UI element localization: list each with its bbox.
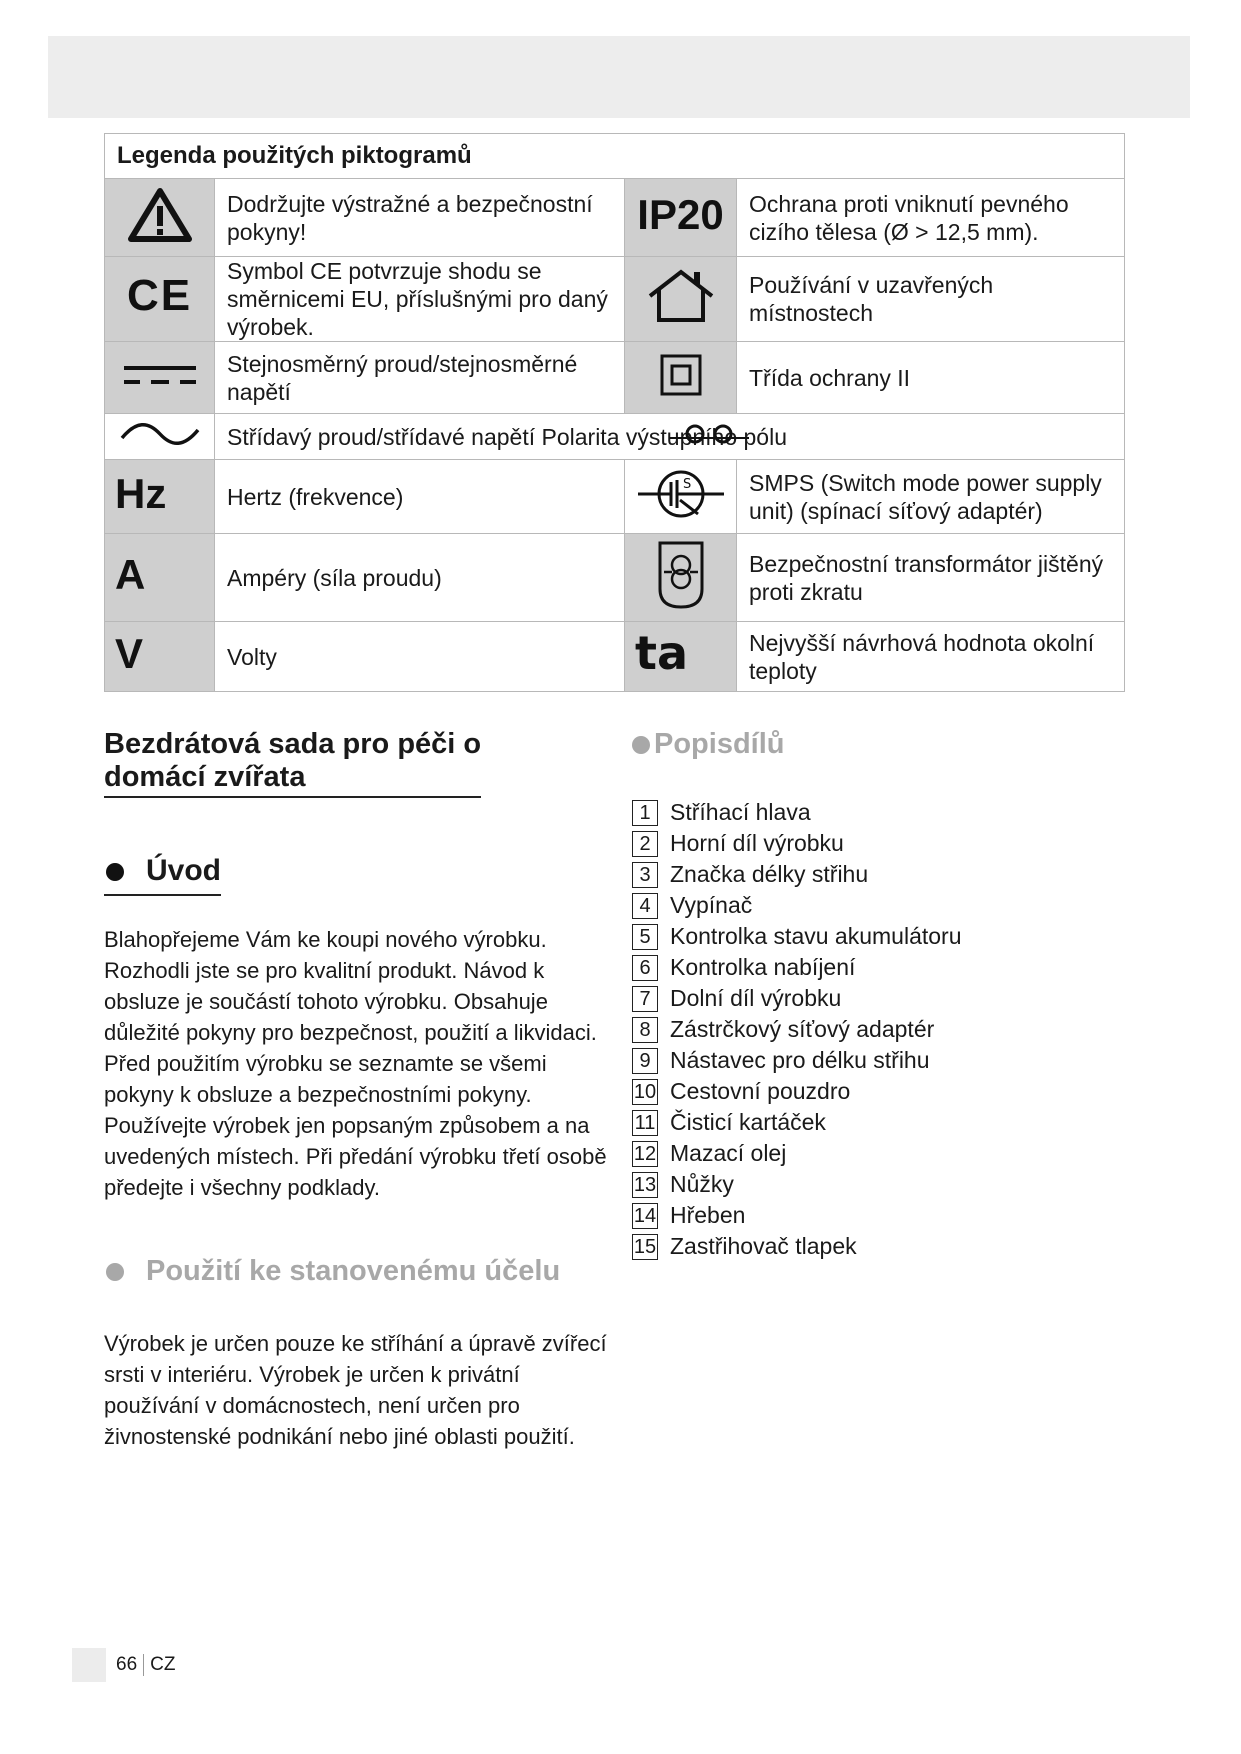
ac-wave-icon — [105, 414, 215, 460]
legend-text-hz: Hertz (frekvence) — [215, 460, 625, 534]
part-number: 5 — [632, 924, 658, 950]
warning-triangle-icon — [105, 179, 215, 257]
list-item — [632, 1076, 1152, 1107]
part-number: 4 — [632, 893, 658, 919]
part-number: 6 — [632, 955, 658, 981]
part-label: Vypínač — [670, 892, 753, 918]
parts-list — [632, 797, 1152, 1262]
part-number: 9 — [632, 1048, 658, 1074]
legend-row — [105, 534, 1125, 622]
dc-current-icon — [105, 342, 215, 414]
legend-text-ce: Symbol CE potvrzuje shodu se směrnicemi EU, příslušnými pro daný výrobek. — [215, 257, 625, 342]
page-footer — [72, 1648, 175, 1682]
list-item — [632, 1169, 1152, 1200]
list-item — [632, 828, 1152, 859]
list-item — [632, 859, 1152, 890]
part-number: 10 — [633, 1080, 657, 1103]
usage-heading: Použití ke stanovenému účelu — [104, 1255, 612, 1288]
right-column — [632, 728, 1152, 1262]
bullet-icon — [106, 1263, 124, 1281]
legend-text-indoor: Používání v uzavřených místnostech — [737, 257, 1125, 342]
list-item — [632, 1231, 1152, 1262]
part-label: Značka délky střihu — [670, 861, 869, 887]
part-number: 7 — [632, 986, 658, 1012]
list-item — [632, 983, 1152, 1014]
part-label: Horní díl výrobku — [670, 830, 844, 856]
product-title: Bezdrátová sada pro péči o domácí zvířata — [104, 728, 481, 798]
bullet-icon — [106, 863, 124, 881]
list-item — [632, 1200, 1152, 1231]
list-item — [632, 797, 1152, 828]
part-label: Stříhací hlava — [670, 799, 811, 825]
legend-text-smps: SMPS (Switch mode power supply unit) (spínací síťový adaptér) — [737, 460, 1125, 534]
legend-row — [105, 460, 1125, 534]
list-item — [632, 1107, 1152, 1138]
bullet-icon — [632, 736, 650, 754]
legend-text-ta: Nejvyšší návrhová hodnota okolní teploty — [737, 622, 1125, 692]
legend-row — [105, 414, 1125, 460]
part-number: 15 — [633, 1235, 657, 1258]
part-label: Zastřihovač tlapek — [670, 1233, 857, 1259]
svg-text:S: S — [682, 476, 691, 492]
part-label: Nástavec pro délku střihu — [670, 1047, 930, 1073]
part-number: 1 — [632, 800, 658, 826]
legend-text-ampere: Ampéry (síla proudu) — [215, 534, 625, 622]
part-label: Nůžky — [670, 1171, 734, 1197]
part-label: Kontrolka stavu akumulátoru — [670, 923, 962, 949]
list-item — [632, 1138, 1152, 1169]
list-item — [632, 1014, 1152, 1045]
safety-transformer-icon — [625, 534, 737, 622]
legend-row — [105, 342, 1125, 414]
part-number: 8 — [632, 1017, 658, 1043]
legend-row — [105, 622, 1125, 692]
header-band — [48, 36, 1190, 118]
legend-text-volt: Volty — [215, 622, 625, 692]
part-label: Čisticí kartáček — [670, 1109, 826, 1135]
legend-text-transformer: Bezpečnostní transformátor jištěný proti zkratu — [737, 534, 1125, 622]
left-column — [104, 728, 612, 1452]
volt-icon: V — [105, 622, 215, 692]
part-label: Dolní díl výrobku — [670, 985, 842, 1011]
list-item — [632, 952, 1152, 983]
part-label: Hřeben — [670, 1202, 746, 1228]
legend-text-dc: Stejnosměrný proud/stejnosměrné napětí — [215, 342, 625, 414]
double-square-icon — [625, 342, 737, 414]
ambient-temp-icon: ta — [625, 622, 737, 692]
ce-mark-icon: CE — [105, 257, 215, 342]
legend-text-ip20: Ochrana proti vniknutí pevného cizího tělesa (Ø > 12,5 mm). — [737, 179, 1125, 257]
language-code: CZ — [150, 1654, 176, 1675]
smps-icon — [625, 460, 737, 534]
intro-text: Blahopřejeme Vám ke koupi nového výrobku. Rozhodli jste se pro kvalitní produkt. Návod k obsluze je součástí tohoto výrobku. Obsahuje důležité pokyny pro bezpečnost, použití a likvidaci. Před použitím výrobku se seznamte se všemi pokyny k obsluze a bezpečnostními pokyny. Používejte výrobek jen popsaným způsobem a na uvedených místech. Při předání výrobku třetí osobě předejte i všechny podklady. — [104, 927, 607, 1200]
polarity-icon — [667, 422, 751, 450]
legend-text-ac: Střídavý proud/střídavé napětí Polarita výstupního pólu — [215, 414, 1125, 460]
part-label: Cestovní pouzdro — [670, 1078, 851, 1104]
pictogram-legend-table — [104, 133, 1125, 692]
list-item — [632, 921, 1152, 952]
list-item — [632, 890, 1152, 921]
part-number: 13 — [633, 1173, 657, 1196]
hz-icon: Hz — [105, 460, 215, 534]
legend-row — [105, 179, 1125, 257]
part-label: Kontrolka nabíjení — [670, 954, 856, 980]
legend-title: Legenda použitých piktogramů — [105, 134, 1125, 179]
parts-heading: Popisdílů — [632, 728, 1152, 761]
ip20-icon: IP20 — [625, 179, 737, 257]
legend-row — [105, 257, 1125, 342]
part-number: 12 — [633, 1142, 657, 1165]
part-number: 14 — [633, 1204, 657, 1227]
intro-heading: Úvod — [104, 854, 612, 896]
part-number: 11 — [632, 1110, 658, 1136]
list-item — [632, 1045, 1152, 1076]
usage-text: Výrobek je určen pouze ke stříhání a úpravě zvířecí srsti v interiéru. Výrobek je určen k privátní používání v domácnostech, není určen pro živnostenské podnikání nebo jiné oblasti použití. — [104, 1331, 607, 1449]
legend-text-class2: Třída ochrany II — [737, 342, 1125, 414]
house-icon — [625, 257, 737, 342]
part-number: 2 — [632, 831, 658, 857]
footer-marker — [72, 1648, 106, 1682]
part-label: Zástrčkový síťový adaptér — [670, 1016, 935, 1042]
legend-text-warning: Dodržujte výstražné a bezpečnostní pokyny! — [215, 179, 625, 257]
part-number: 3 — [632, 862, 658, 888]
page-number: 66 — [116, 1654, 138, 1675]
ampere-icon: A — [105, 534, 215, 622]
part-label: Mazací olej — [670, 1140, 787, 1166]
